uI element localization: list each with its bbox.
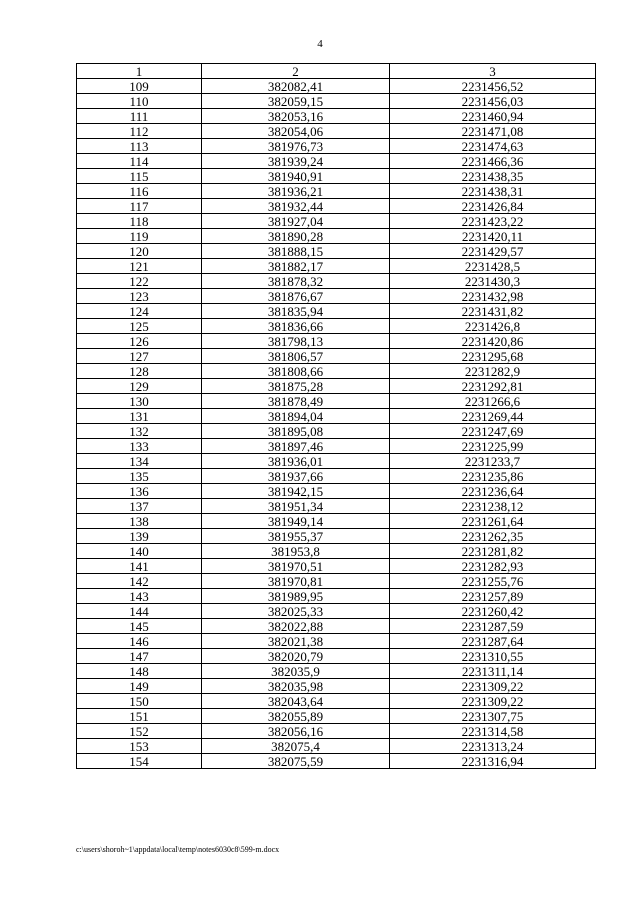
table-row [77, 619, 596, 634]
cell-y-coordinate: 2231287,64 [390, 634, 596, 649]
cell-x-coordinate: 381798,13 [202, 334, 390, 349]
cell-y-coordinate: 2231466,36 [390, 154, 596, 169]
cell-x-coordinate: 382075,4 [202, 739, 390, 754]
cell-x-coordinate: 381878,32 [202, 274, 390, 289]
table-row [77, 709, 596, 724]
cell-point-number: 127 [77, 349, 202, 364]
cell-y-coordinate: 2231281,82 [390, 544, 596, 559]
cell-x-coordinate: 381836,66 [202, 319, 390, 334]
column-header-point-number: 1 [77, 64, 202, 79]
table-row [77, 424, 596, 439]
cell-point-number: 110 [77, 94, 202, 109]
cell-x-coordinate: 381951,34 [202, 499, 390, 514]
cell-point-number: 129 [77, 379, 202, 394]
cell-y-coordinate: 2231426,84 [390, 199, 596, 214]
cell-point-number: 142 [77, 574, 202, 589]
cell-x-coordinate: 381808,66 [202, 364, 390, 379]
cell-point-number: 133 [77, 439, 202, 454]
table-body [77, 79, 596, 769]
cell-x-coordinate: 381949,14 [202, 514, 390, 529]
cell-point-number: 119 [77, 229, 202, 244]
cell-point-number: 145 [77, 619, 202, 634]
cell-point-number: 149 [77, 679, 202, 694]
cell-y-coordinate: 2231261,64 [390, 514, 596, 529]
table-row [77, 679, 596, 694]
cell-y-coordinate: 2231456,03 [390, 94, 596, 109]
cell-y-coordinate: 2231247,69 [390, 424, 596, 439]
table-row [77, 724, 596, 739]
cell-y-coordinate: 2231233,7 [390, 454, 596, 469]
cell-point-number: 140 [77, 544, 202, 559]
table-row [77, 409, 596, 424]
cell-x-coordinate: 382021,38 [202, 634, 390, 649]
cell-x-coordinate: 382022,88 [202, 619, 390, 634]
cell-point-number: 134 [77, 454, 202, 469]
cell-point-number: 152 [77, 724, 202, 739]
cell-x-coordinate: 381894,04 [202, 409, 390, 424]
cell-y-coordinate: 2231238,12 [390, 499, 596, 514]
cell-x-coordinate: 382059,15 [202, 94, 390, 109]
cell-x-coordinate: 381875,28 [202, 379, 390, 394]
cell-y-coordinate: 2231255,76 [390, 574, 596, 589]
table-row [77, 139, 596, 154]
table-row [77, 349, 596, 364]
table-row [77, 484, 596, 499]
cell-y-coordinate: 2231426,8 [390, 319, 596, 334]
cell-x-coordinate: 381942,15 [202, 484, 390, 499]
cell-x-coordinate: 382035,9 [202, 664, 390, 679]
cell-x-coordinate: 382055,89 [202, 709, 390, 724]
cell-x-coordinate: 381970,51 [202, 559, 390, 574]
cell-point-number: 130 [77, 394, 202, 409]
cell-point-number: 118 [77, 214, 202, 229]
cell-point-number: 124 [77, 304, 202, 319]
cell-y-coordinate: 2231257,89 [390, 589, 596, 604]
cell-y-coordinate: 2231262,35 [390, 529, 596, 544]
cell-y-coordinate: 2231282,9 [390, 364, 596, 379]
table-row [77, 439, 596, 454]
cell-point-number: 136 [77, 484, 202, 499]
cell-point-number: 121 [77, 259, 202, 274]
cell-x-coordinate: 381970,81 [202, 574, 390, 589]
cell-y-coordinate: 2231432,98 [390, 289, 596, 304]
cell-y-coordinate: 2231431,82 [390, 304, 596, 319]
table-row [77, 319, 596, 334]
cell-point-number: 146 [77, 634, 202, 649]
cell-x-coordinate: 381878,49 [202, 394, 390, 409]
table-row [77, 559, 596, 574]
cell-y-coordinate: 2231314,58 [390, 724, 596, 739]
cell-y-coordinate: 2231225,99 [390, 439, 596, 454]
cell-point-number: 122 [77, 274, 202, 289]
cell-point-number: 128 [77, 364, 202, 379]
table-header-row [77, 64, 596, 79]
cell-point-number: 137 [77, 499, 202, 514]
table-row [77, 454, 596, 469]
table-row [77, 544, 596, 559]
cell-point-number: 153 [77, 739, 202, 754]
cell-x-coordinate: 381897,46 [202, 439, 390, 454]
cell-x-coordinate: 381927,04 [202, 214, 390, 229]
cell-point-number: 151 [77, 709, 202, 724]
table-row [77, 664, 596, 679]
cell-point-number: 147 [77, 649, 202, 664]
cell-x-coordinate: 381932,44 [202, 199, 390, 214]
cell-y-coordinate: 2231235,86 [390, 469, 596, 484]
cell-y-coordinate: 2231307,75 [390, 709, 596, 724]
table-row [77, 109, 596, 124]
cell-x-coordinate: 382082,41 [202, 79, 390, 94]
cell-point-number: 109 [77, 79, 202, 94]
footer-file-path: c:\users\shoroh~1\appdata\local\temp\notes6030c8\599-m.docx [76, 845, 280, 854]
cell-x-coordinate: 381882,17 [202, 259, 390, 274]
cell-x-coordinate: 381939,24 [202, 154, 390, 169]
cell-x-coordinate: 381876,67 [202, 289, 390, 304]
cell-point-number: 154 [77, 754, 202, 769]
cell-y-coordinate: 2231423,22 [390, 214, 596, 229]
cell-x-coordinate: 382035,98 [202, 679, 390, 694]
table-row [77, 754, 596, 769]
coordinates-table [76, 63, 596, 769]
cell-point-number: 126 [77, 334, 202, 349]
cell-y-coordinate: 2231474,63 [390, 139, 596, 154]
cell-x-coordinate: 382054,06 [202, 124, 390, 139]
table-row [77, 79, 596, 94]
cell-point-number: 111 [77, 109, 202, 124]
cell-point-number: 132 [77, 424, 202, 439]
cell-x-coordinate: 381955,37 [202, 529, 390, 544]
table-row [77, 649, 596, 664]
cell-y-coordinate: 2231295,68 [390, 349, 596, 364]
cell-y-coordinate: 2231430,3 [390, 274, 596, 289]
cell-y-coordinate: 2231310,55 [390, 649, 596, 664]
cell-y-coordinate: 2231269,44 [390, 409, 596, 424]
cell-y-coordinate: 2231460,94 [390, 109, 596, 124]
column-header-y: 3 [390, 64, 596, 79]
cell-x-coordinate: 381989,95 [202, 589, 390, 604]
cell-point-number: 139 [77, 529, 202, 544]
cell-y-coordinate: 2231438,35 [390, 169, 596, 184]
cell-y-coordinate: 2231316,94 [390, 754, 596, 769]
table-row [77, 94, 596, 109]
cell-y-coordinate: 2231471,08 [390, 124, 596, 139]
table-row [77, 589, 596, 604]
cell-x-coordinate: 381976,73 [202, 139, 390, 154]
cell-point-number: 125 [77, 319, 202, 334]
table-row [77, 514, 596, 529]
cell-point-number: 120 [77, 244, 202, 259]
cell-point-number: 116 [77, 184, 202, 199]
cell-point-number: 114 [77, 154, 202, 169]
cell-x-coordinate: 381835,94 [202, 304, 390, 319]
cell-x-coordinate: 381890,28 [202, 229, 390, 244]
cell-point-number: 144 [77, 604, 202, 619]
table-row [77, 304, 596, 319]
table-row [77, 604, 596, 619]
table-row [77, 229, 596, 244]
table-row [77, 244, 596, 259]
cell-y-coordinate: 2231429,57 [390, 244, 596, 259]
table-row [77, 574, 596, 589]
cell-y-coordinate: 2231260,42 [390, 604, 596, 619]
page-number: 4 [317, 38, 323, 50]
cell-point-number: 138 [77, 514, 202, 529]
table-row [77, 529, 596, 544]
cell-y-coordinate: 2231456,52 [390, 79, 596, 94]
cell-y-coordinate: 2231309,22 [390, 694, 596, 709]
cell-x-coordinate: 382020,79 [202, 649, 390, 664]
cell-x-coordinate: 382043,64 [202, 694, 390, 709]
table-row [77, 214, 596, 229]
table-row [77, 169, 596, 184]
cell-x-coordinate: 382056,16 [202, 724, 390, 739]
cell-point-number: 131 [77, 409, 202, 424]
column-header-x: 2 [202, 64, 390, 79]
cell-y-coordinate: 2231311,14 [390, 664, 596, 679]
cell-x-coordinate: 381953,8 [202, 544, 390, 559]
table-row [77, 499, 596, 514]
cell-x-coordinate: 381936,01 [202, 454, 390, 469]
table-row [77, 694, 596, 709]
table-row [77, 259, 596, 274]
table-row [77, 199, 596, 214]
cell-x-coordinate: 381895,08 [202, 424, 390, 439]
cell-y-coordinate: 2231266,6 [390, 394, 596, 409]
cell-point-number: 112 [77, 124, 202, 139]
cell-x-coordinate: 381806,57 [202, 349, 390, 364]
cell-y-coordinate: 2231428,5 [390, 259, 596, 274]
cell-x-coordinate: 382025,33 [202, 604, 390, 619]
cell-point-number: 150 [77, 694, 202, 709]
cell-x-coordinate: 382053,16 [202, 109, 390, 124]
table-row [77, 379, 596, 394]
cell-y-coordinate: 2231438,31 [390, 184, 596, 199]
cell-y-coordinate: 2231313,24 [390, 739, 596, 754]
table-row [77, 739, 596, 754]
table-row [77, 184, 596, 199]
cell-y-coordinate: 2231287,59 [390, 619, 596, 634]
cell-y-coordinate: 2231236,64 [390, 484, 596, 499]
cell-point-number: 115 [77, 169, 202, 184]
cell-y-coordinate: 2231282,93 [390, 559, 596, 574]
cell-point-number: 148 [77, 664, 202, 679]
cell-x-coordinate: 381936,21 [202, 184, 390, 199]
cell-point-number: 123 [77, 289, 202, 304]
table-row [77, 634, 596, 649]
cell-y-coordinate: 2231309,22 [390, 679, 596, 694]
cell-point-number: 143 [77, 589, 202, 604]
table-row [77, 334, 596, 349]
table-row [77, 289, 596, 304]
table-row [77, 394, 596, 409]
cell-point-number: 113 [77, 139, 202, 154]
table-row [77, 124, 596, 139]
table-row [77, 154, 596, 169]
cell-y-coordinate: 2231292,81 [390, 379, 596, 394]
cell-x-coordinate: 382075,59 [202, 754, 390, 769]
cell-x-coordinate: 381888,15 [202, 244, 390, 259]
table-row [77, 469, 596, 484]
table-row [77, 364, 596, 379]
cell-point-number: 141 [77, 559, 202, 574]
cell-point-number: 135 [77, 469, 202, 484]
table-row [77, 274, 596, 289]
cell-point-number: 117 [77, 199, 202, 214]
cell-y-coordinate: 2231420,86 [390, 334, 596, 349]
cell-x-coordinate: 381940,91 [202, 169, 390, 184]
cell-y-coordinate: 2231420,11 [390, 229, 596, 244]
cell-x-coordinate: 381937,66 [202, 469, 390, 484]
